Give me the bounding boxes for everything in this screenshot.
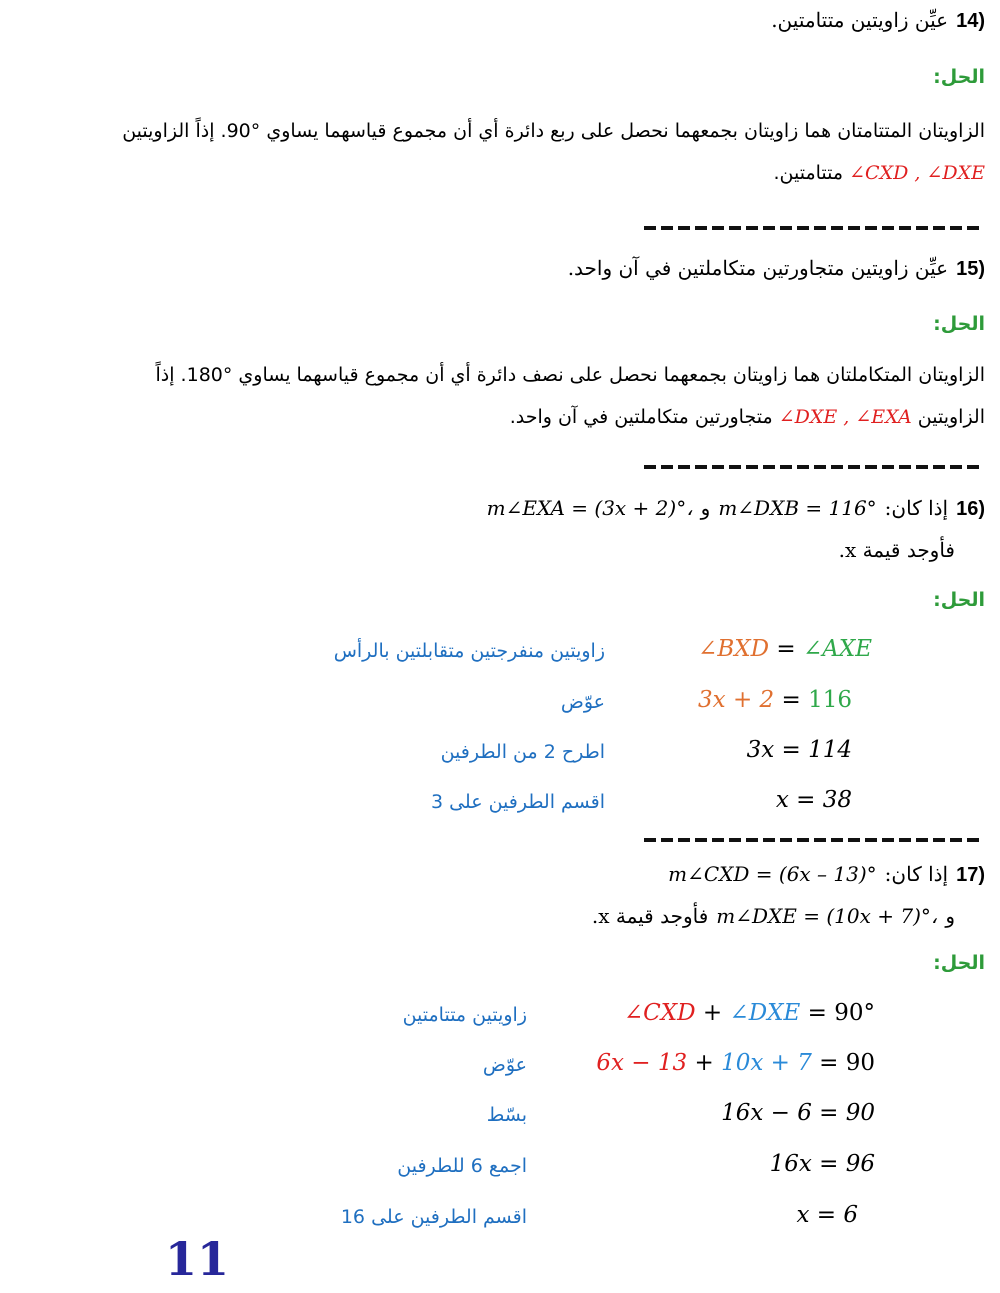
equation-line: 3x = 114 (746, 737, 852, 763)
step-note: عوّض (482, 1054, 527, 1076)
solution-line: الزاويتان المتكاملتان هما زاويتان بجمعهما نحصل على نصف دائرة أي أن مجموع قياسهما يساوي °180. إذاً (155, 364, 985, 386)
equation-line: x = 38 (775, 787, 852, 813)
equation-line: ∠BXD = ∠AXE (698, 636, 872, 662)
step-note: بسّط (486, 1104, 527, 1126)
question-14 (771, 8, 985, 33)
step-note: عوّض (560, 691, 605, 713)
solution-line: الزاويتان المتتامتان هما زاويتان بجمعهما نحصل على ربع دائرة أي أن مجموع قياسهما يساوي °90. إذاً الزاويتين (122, 120, 985, 142)
equation-line: 3x + 2 = 116 (698, 687, 852, 713)
question-17: 17) إذا كان: m∠CXD = (6x – 13)° (668, 862, 985, 886)
equation-line: x = 6 (796, 1202, 858, 1228)
find-instruction: فأوجد قيمة x. (838, 538, 955, 562)
question-number: 15) (956, 258, 985, 280)
separator (644, 465, 980, 469)
solution-label: الحل: (933, 589, 985, 611)
step-note: اطرح 2 من الطرفين (440, 741, 605, 763)
solution-label: الحل: (933, 952, 985, 974)
equation-line: 6x − 13 + 10x + 7 = 90 (596, 1050, 875, 1076)
question-15 (568, 256, 985, 281)
solution-line: ∠CXD , ∠DXE متتامتين. (773, 162, 985, 184)
solution-text-14 (55, 110, 985, 194)
equation-line: 16x = 96 (769, 1151, 875, 1177)
angle-pair: ∠DXE , ∠EXA (778, 406, 912, 428)
solution-label: الحل: (933, 313, 985, 335)
step-note: اقسم الطرفين على 3 (430, 791, 605, 813)
given-value: m∠DXB = 116° (718, 496, 877, 520)
given-value: m∠EXA = (3x + 2)°، (486, 496, 693, 520)
question-text: عيِّن زاويتين متتامتين. (771, 8, 949, 32)
question-number: 16) (956, 498, 985, 520)
separator (644, 838, 980, 842)
step-note: زاويتين منفرجتين متقابلتين بالرأس (333, 640, 605, 662)
step-note: اقسم الطرفين على 16 (340, 1206, 527, 1228)
solution-label: الحل: (933, 66, 985, 88)
question-number: 17) (956, 864, 985, 886)
find-instruction: فأوجد قيمة x. (591, 904, 709, 928)
given-value: m∠CXD = (6x – 13)° (668, 862, 877, 886)
solution-text-15 (55, 354, 985, 438)
equation-line: 16x − 6 = 90 (721, 1100, 875, 1126)
given-value: m∠DXE = (10x + 7)°، (716, 904, 938, 928)
step-note: اجمع 6 للطرفين (397, 1155, 527, 1177)
equation-line: ∠CXD + ∠DXE = 90° (623, 1000, 875, 1026)
question-text: عيِّن زاويتين متجاورتين متكاملتين في آن واحد. (567, 256, 949, 280)
question-16: 16) إذا كان: m∠DXB = 116° و m∠EXA = (3x + 2)°، (486, 496, 985, 520)
question-17-continued: و m∠DXE = (10x + 7)°، فأوجد قيمة x. (591, 904, 955, 928)
page-number: 11 (165, 1232, 230, 1286)
question-number: 14) (956, 10, 985, 32)
angle-pair: ∠CXD , ∠DXE (849, 162, 985, 184)
separator (644, 226, 980, 230)
step-note: زاويتين متتامتين (402, 1004, 527, 1026)
solution-line: الزاويتين ∠DXE , ∠EXA متجاورتين متكاملتين في آن واحد. (509, 406, 985, 428)
